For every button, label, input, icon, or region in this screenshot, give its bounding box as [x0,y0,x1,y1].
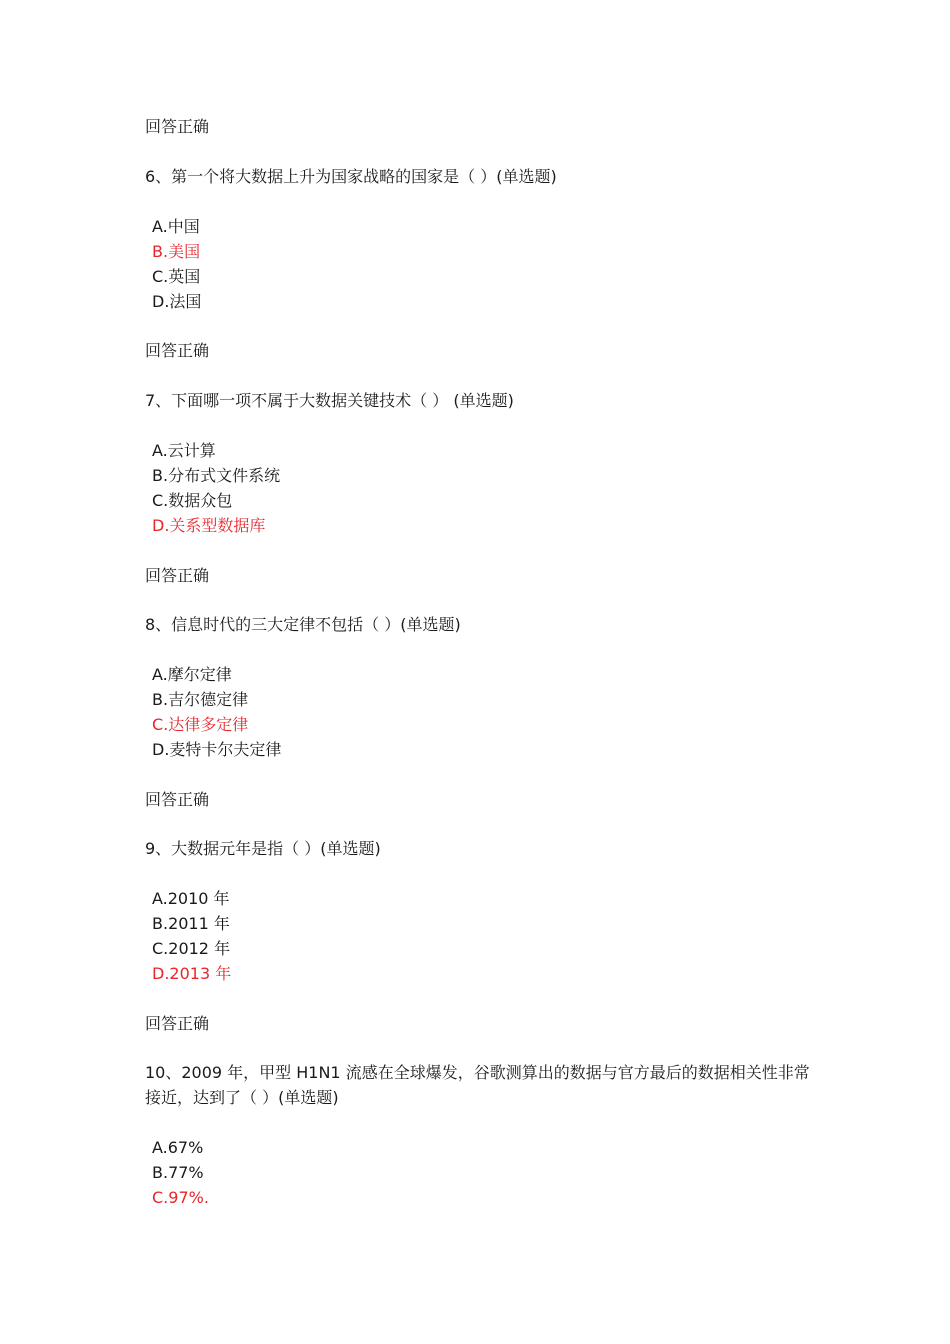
question-title: 9、大数据元年是指（ ）(单选题) [145,839,381,858]
option-list [152,438,280,538]
answer-status: 回答正确 [145,117,210,136]
option-list [152,886,231,986]
option-a: A.中国 [152,217,200,236]
option-a: A.摩尔定律 [152,665,232,684]
option-d-correct: D.2013 年 [152,964,232,983]
option-list [152,1135,209,1210]
answer-status: 回答正确 [145,566,210,585]
answer-status: 回答正确 [145,1014,210,1033]
option-d: D.法国 [152,292,202,311]
question-title: 7、下面哪一项不属于大数据关键技术（ ） (单选题) [145,391,514,410]
option-a: A.2010 年 [152,889,230,908]
answer-status: 回答正确 [145,341,210,360]
option-b-correct: B.美国 [152,242,201,261]
option-list [152,662,281,762]
answer-status: 回答正确 [145,790,210,809]
option-list [152,214,201,314]
question-title: 6、第一个将大数据上升为国家战略的国家是（ ）(单选题) [145,167,557,186]
option-a: A.云计算 [152,441,216,460]
option-b: B.吉尔德定律 [152,690,249,709]
option-c-correct: C.97%. [152,1188,209,1207]
question-title: 10、2009 年，甲型 H1N1 流感在全球爆发，谷歌测算出的数据与官方最后的数据相关性非常接近，达到了（ ）(单选题) [145,1063,810,1107]
option-c: C.数据众包 [152,491,233,510]
question-title: 8、信息时代的三大定律不包括（ ）(单选题) [145,615,461,634]
option-a: A.67% [152,1138,204,1157]
option-b: B.分布式文件系统 [152,466,281,485]
option-d-correct: D.关系型数据库 [152,516,266,535]
option-b: B.2011 年 [152,914,230,933]
option-b: B.77% [152,1163,204,1182]
option-c-correct: C.达律多定律 [152,715,249,734]
option-d: D.麦特卡尔夫定律 [152,740,282,759]
option-c: C.英国 [152,267,201,286]
option-c: C.2012 年 [152,939,231,958]
